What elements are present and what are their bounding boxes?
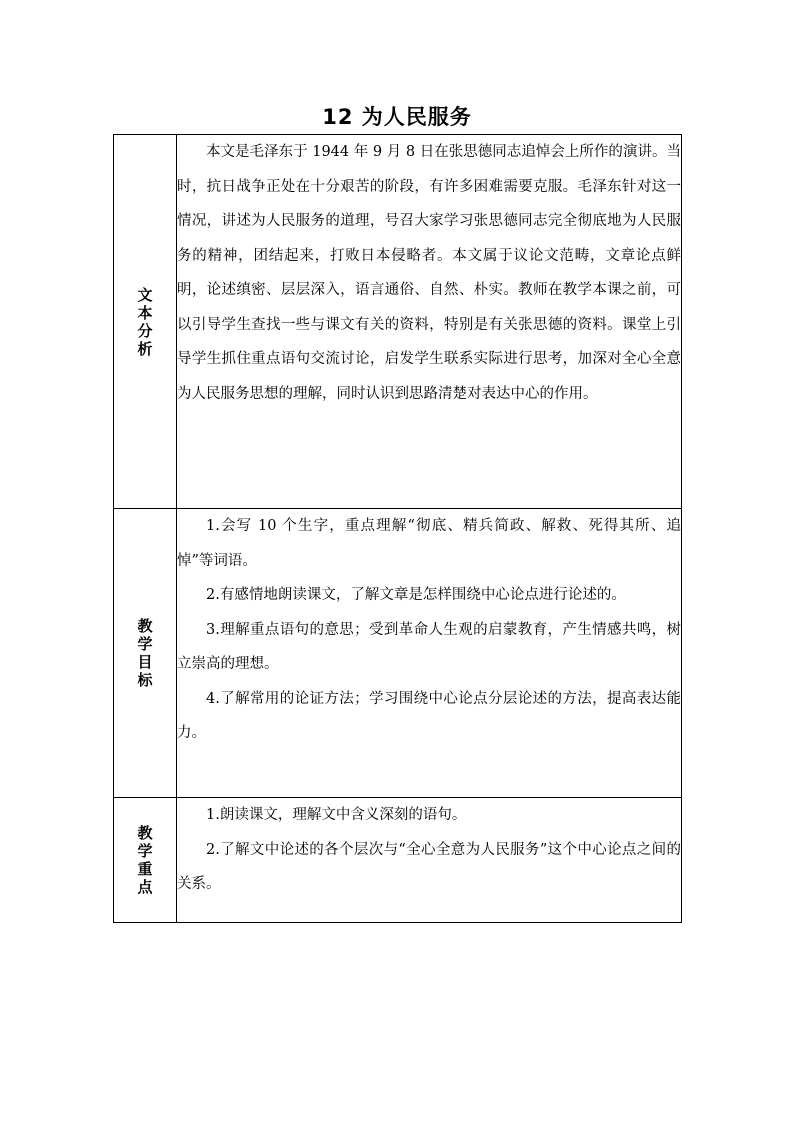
goal-item-1: 1.会写 10 个生字，重点理解“彻底、精兵简政、解救、死得其所、追悼”等词语。 — [177, 518, 681, 569]
section-label-teaching-goals: 教学目标 — [137, 617, 153, 689]
focus-item-2: 2.了解文中论述的各个层次与“全心全意为人民服务”这个中心论点之间的关系。 — [177, 841, 681, 892]
section-label-cell — [114, 798, 177, 923]
table-row-teaching-focus — [114, 798, 682, 923]
section-label-text-analysis: 文本分析 — [137, 285, 153, 358]
section-label-cell — [114, 509, 177, 798]
section-content-cell — [177, 509, 682, 798]
section-content-cell — [177, 798, 682, 923]
goal-item-3: 3.理解重点语句的意思；受到革命人生观的启蒙教育，产生情感共鸣，树立崇高的理想。 — [177, 621, 681, 672]
section-label-teaching-focus: 教学重点 — [137, 824, 153, 896]
section-content-cell — [177, 135, 682, 509]
table-row-teaching-goals — [114, 509, 682, 798]
lesson-plan-table — [113, 134, 682, 923]
goal-item-4: 4.了解常用的论证方法；学习围绕中心论点分层论述的方法，提高表达能力。 — [177, 690, 681, 741]
table-row-text-analysis — [114, 135, 682, 509]
document-title: 12 为人民服务 — [322, 105, 472, 129]
section-label-cell — [114, 135, 177, 509]
focus-item-1: 1.朗读课文，理解文中含义深刻的语句。 — [206, 807, 467, 823]
text-analysis-paragraph: 本文是毛泽东于 1944 年 9 月 8 日在张思德同志追悼会上所作的演讲。当时，抗日战争正处在十分艰苦的阶段，有许多困难需要克服。毛泽东针对这一情况，讲述为人民服务的道理，号召大家学习张思德同志完全彻底地为人民服务的精神，团结起来，打败日本侵略者。本文属于议论文范畴，文章论点鲜明，论述缜密、层层深入，语言通俗、自然、朴实。教师在教学本课之前，可以引导学生查找一些与课文有关的资料，特别是有关张思德的资料。课堂上引导学生抓住重点语句交流讨论，启发学生联系实际进行思考，加深对全心全意为人民服务思想的理解，同时认识到思路清楚对表达中心的作用。 — [177, 144, 681, 402]
goal-item-2: 2.有感情地朗读课文，了解文章是怎样围绕中心论点进行论述的。 — [206, 587, 626, 603]
